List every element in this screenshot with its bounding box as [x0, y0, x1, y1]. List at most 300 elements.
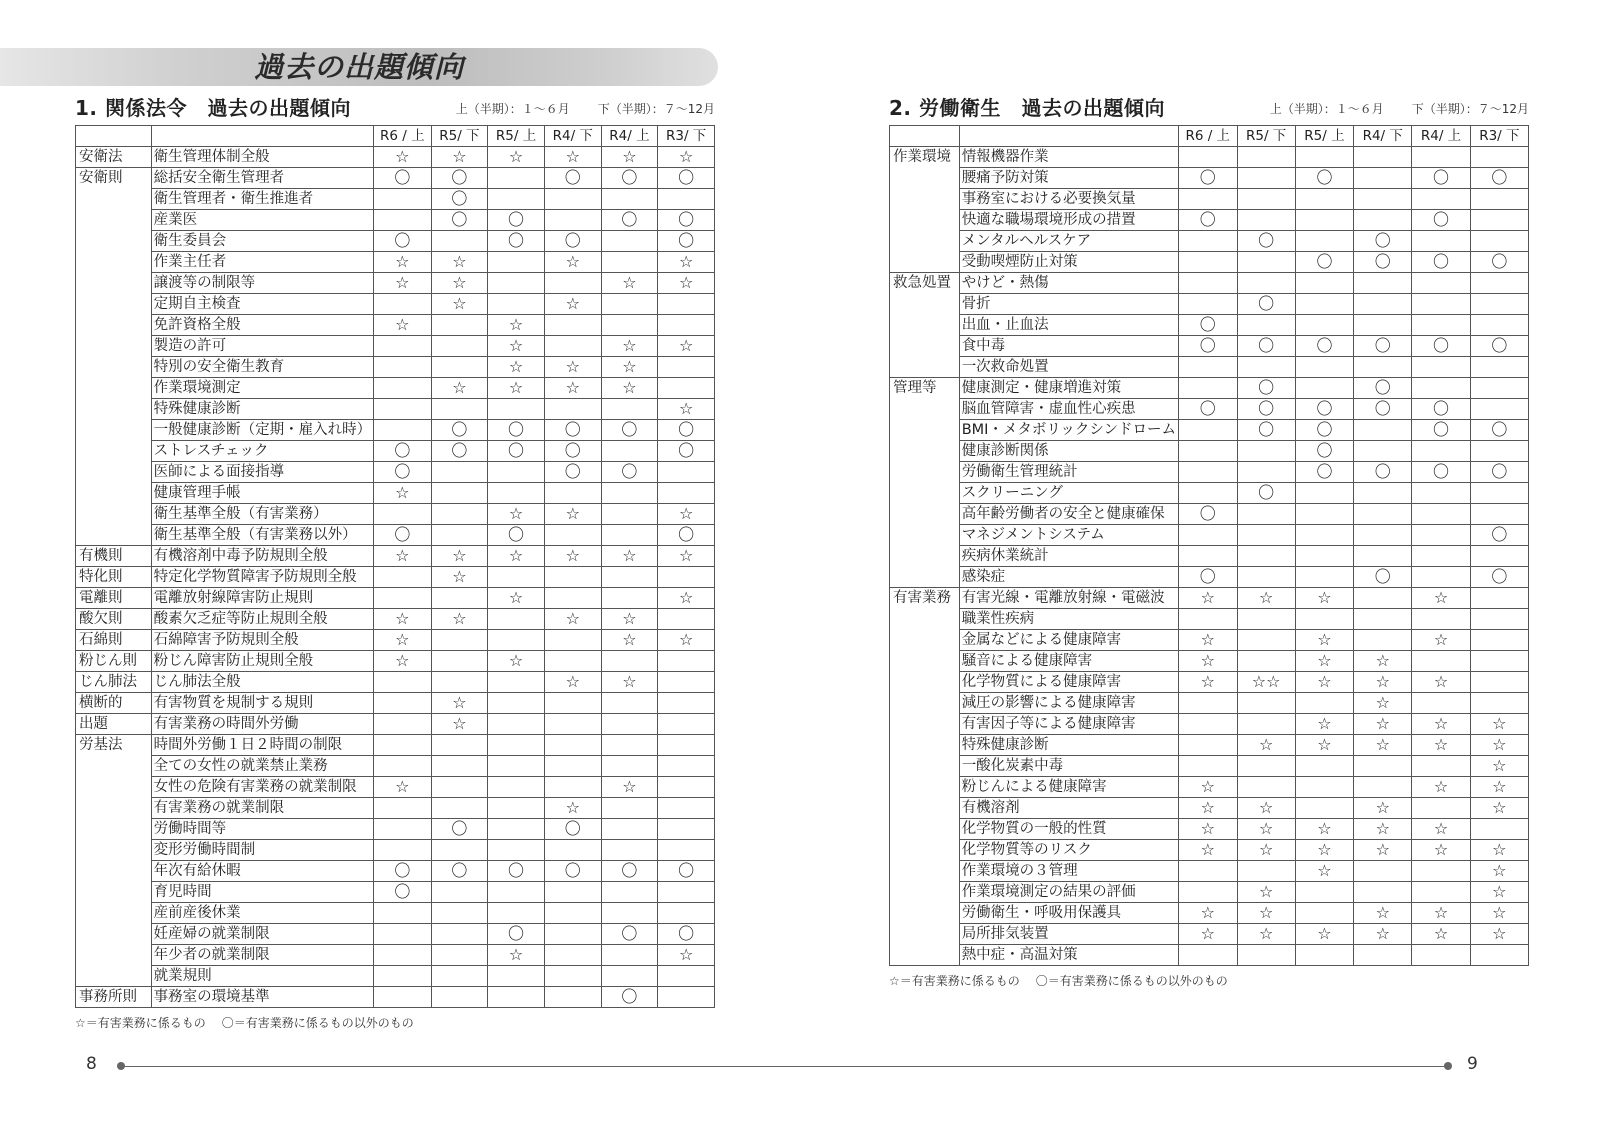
empty-cell — [488, 714, 545, 735]
category-cell — [76, 756, 152, 777]
category-cell — [76, 252, 152, 273]
table-row — [890, 924, 1529, 945]
star-mark: ☆ — [1354, 903, 1412, 924]
topic-cell: 一般健康診断（定期・雇入れ時） — [151, 420, 374, 441]
empty-cell — [1354, 315, 1412, 336]
empty-cell — [1178, 420, 1237, 441]
empty-cell — [1470, 693, 1528, 714]
category-cell — [890, 483, 960, 504]
empty-cell — [431, 840, 488, 861]
empty-cell — [431, 903, 488, 924]
empty-cell — [488, 168, 545, 189]
star-mark: ☆ — [1412, 714, 1470, 735]
empty-cell — [601, 735, 658, 756]
topic-cell: 作業環境の３管理 — [959, 861, 1178, 882]
category-cell — [890, 861, 960, 882]
category-cell — [76, 861, 152, 882]
star-mark: ☆ — [1178, 630, 1237, 651]
category-cell — [890, 903, 960, 924]
circle-mark: 〇 — [374, 231, 431, 252]
circle-mark: 〇 — [1237, 231, 1295, 252]
empty-cell — [601, 483, 658, 504]
topic-cell: 石綿障害予防規則全般 — [151, 630, 374, 651]
category-cell — [890, 399, 960, 420]
section-title: 2. 労働衛生 過去の出題傾向 — [889, 96, 1165, 120]
category-cell: 横断的 — [76, 693, 152, 714]
table-row — [890, 525, 1529, 546]
category-cell — [76, 483, 152, 504]
category-cell — [890, 252, 960, 273]
topic-cell: メンタルヘルスケア — [959, 231, 1178, 252]
empty-cell — [1412, 525, 1470, 546]
table-row — [76, 252, 715, 273]
topic-cell: 受動喫煙防止対策 — [959, 252, 1178, 273]
table-row — [76, 861, 715, 882]
circle-mark: 〇 — [374, 168, 431, 189]
empty-cell — [1237, 630, 1295, 651]
circle-mark: 〇 — [601, 420, 658, 441]
empty-cell — [601, 819, 658, 840]
table-row — [76, 315, 715, 336]
category-cell — [890, 504, 960, 525]
empty-cell — [1237, 546, 1295, 567]
topic-cell: 全ての女性の就業禁止業務 — [151, 756, 374, 777]
empty-cell — [1295, 315, 1353, 336]
star-mark: ☆ — [431, 273, 488, 294]
topic-cell: 騒音による健康障害 — [959, 651, 1178, 672]
circle-mark: 〇 — [431, 168, 488, 189]
left-page — [75, 92, 715, 1031]
topic-cell: 化学物質による健康障害 — [959, 672, 1178, 693]
empty-cell — [1470, 945, 1528, 966]
star-mark: ☆ — [488, 546, 545, 567]
empty-cell — [601, 756, 658, 777]
topic-cell: 衛生委員会 — [151, 231, 374, 252]
empty-cell — [431, 966, 488, 987]
empty-cell — [488, 483, 545, 504]
period-note — [428, 100, 715, 117]
category-cell: 特化則 — [76, 567, 152, 588]
empty-cell — [374, 966, 431, 987]
empty-cell — [601, 798, 658, 819]
empty-cell — [431, 777, 488, 798]
empty-cell — [431, 987, 488, 1008]
topic-cell: 化学物質等のリスク — [959, 840, 1178, 861]
circle-mark: 〇 — [1295, 420, 1353, 441]
category-cell — [890, 609, 960, 630]
category-cell — [76, 357, 152, 378]
empty-cell — [431, 672, 488, 693]
empty-cell — [1178, 735, 1237, 756]
table-row — [76, 819, 715, 840]
star-mark: ☆ — [374, 273, 431, 294]
empty-cell — [431, 231, 488, 252]
circle-mark: 〇 — [1178, 504, 1237, 525]
star-mark: ☆ — [601, 147, 658, 168]
topic-cell: 熱中症・高温対策 — [959, 945, 1178, 966]
empty-cell — [431, 483, 488, 504]
circle-mark: 〇 — [1412, 420, 1470, 441]
topic-cell: ストレスチェック — [151, 441, 374, 462]
circle-mark: 〇 — [658, 924, 715, 945]
topic-cell: 食中毒 — [959, 336, 1178, 357]
empty-cell — [1354, 861, 1412, 882]
category-cell: 酸欠則 — [76, 609, 152, 630]
circle-mark: 〇 — [1295, 399, 1353, 420]
empty-cell — [1354, 357, 1412, 378]
empty-cell — [1412, 609, 1470, 630]
topic-cell: 粉じんによる健康障害 — [959, 777, 1178, 798]
category-cell — [76, 945, 152, 966]
empty-cell — [431, 504, 488, 525]
star-mark: ☆ — [1354, 840, 1412, 861]
empty-cell — [544, 525, 601, 546]
topic-cell: 衛生管理者・衛生推進者 — [151, 189, 374, 210]
empty-cell — [1237, 861, 1295, 882]
star-mark: ☆ — [488, 945, 545, 966]
empty-cell — [374, 819, 431, 840]
star-mark: ☆ — [431, 714, 488, 735]
empty-cell — [1295, 294, 1353, 315]
empty-cell — [1237, 315, 1295, 336]
star-mark: ☆ — [1412, 630, 1470, 651]
empty-cell — [658, 672, 715, 693]
topic-cell: BMI・メタボリックシンドローム — [959, 420, 1178, 441]
category-cell — [890, 168, 960, 189]
empty-cell — [544, 630, 601, 651]
table-row — [890, 672, 1529, 693]
page-number-left: 8 — [86, 1054, 97, 1074]
table-row — [890, 378, 1529, 399]
star-mark: ☆ — [658, 273, 715, 294]
category-cell — [890, 651, 960, 672]
topic-cell: 年少者の就業制限 — [151, 945, 374, 966]
empty-cell — [431, 336, 488, 357]
star-mark: ☆ — [658, 546, 715, 567]
circle-mark: 〇 — [601, 924, 658, 945]
empty-cell — [601, 315, 658, 336]
table-row — [76, 567, 715, 588]
column-header: R4/ 下 — [544, 126, 601, 147]
empty-cell — [1237, 168, 1295, 189]
category-cell: 有害業務 — [890, 588, 960, 609]
topic-cell: じん肺法全般 — [151, 672, 374, 693]
circle-mark: 〇 — [1237, 399, 1295, 420]
empty-cell — [1178, 714, 1237, 735]
empty-cell — [431, 798, 488, 819]
circle-mark: 〇 — [488, 525, 545, 546]
empty-cell — [1178, 945, 1237, 966]
empty-cell — [1412, 273, 1470, 294]
topic-cell: 免許資格全般 — [151, 315, 374, 336]
empty-cell — [1470, 378, 1528, 399]
empty-cell — [1237, 609, 1295, 630]
circle-mark: 〇 — [658, 420, 715, 441]
empty-cell — [1354, 273, 1412, 294]
table-row — [890, 336, 1529, 357]
empty-cell — [658, 735, 715, 756]
empty-cell — [1237, 273, 1295, 294]
star-mark: ☆ — [488, 336, 545, 357]
star-mark: ☆ — [1354, 819, 1412, 840]
circle-mark: 〇 — [374, 525, 431, 546]
circle-mark: 〇 — [1412, 336, 1470, 357]
empty-cell — [488, 882, 545, 903]
empty-cell — [1295, 378, 1353, 399]
empty-cell — [431, 882, 488, 903]
topic-cell: 疾病休業統計 — [959, 546, 1178, 567]
empty-cell — [1412, 504, 1470, 525]
circle-mark: 〇 — [658, 210, 715, 231]
empty-cell — [374, 504, 431, 525]
empty-cell — [601, 588, 658, 609]
empty-cell — [1237, 777, 1295, 798]
table-row — [890, 441, 1529, 462]
empty-cell — [544, 483, 601, 504]
empty-cell — [1178, 189, 1237, 210]
empty-cell — [1178, 882, 1237, 903]
empty-cell — [1237, 441, 1295, 462]
empty-cell — [1354, 504, 1412, 525]
category-cell — [890, 735, 960, 756]
table-row — [76, 462, 715, 483]
empty-cell — [1354, 483, 1412, 504]
category-cell — [890, 882, 960, 903]
circle-mark: 〇 — [1354, 336, 1412, 357]
star-mark: ☆ — [601, 609, 658, 630]
table-row — [890, 399, 1529, 420]
circle-mark: 〇 — [1354, 567, 1412, 588]
topic-cell: やけど・熱傷 — [959, 273, 1178, 294]
circle-mark: 〇 — [1470, 168, 1528, 189]
circle-mark: 〇 — [1237, 294, 1295, 315]
empty-cell — [1470, 819, 1528, 840]
topic-cell: 医師による面接指導 — [151, 462, 374, 483]
empty-cell — [488, 294, 545, 315]
header-blank-cell — [890, 126, 960, 147]
topic-cell: 有害光線・電離放射線・電磁波 — [959, 588, 1178, 609]
circle-mark: 〇 — [1237, 378, 1295, 399]
circle-mark: 〇 — [1178, 399, 1237, 420]
empty-cell — [1237, 714, 1295, 735]
table-row — [76, 756, 715, 777]
star-mark: ☆ — [1295, 588, 1353, 609]
empty-cell — [488, 273, 545, 294]
empty-cell — [601, 525, 658, 546]
empty-cell — [658, 609, 715, 630]
empty-cell — [1237, 525, 1295, 546]
empty-cell — [374, 420, 431, 441]
star-mark: ☆ — [488, 378, 545, 399]
star-mark: ☆ — [431, 252, 488, 273]
category-cell — [890, 945, 960, 966]
topic-cell: 総括安全衛生管理者 — [151, 168, 374, 189]
empty-cell — [431, 399, 488, 420]
empty-cell — [658, 378, 715, 399]
table-row — [76, 693, 715, 714]
topic-cell: 女性の危険有害業務の就業制限 — [151, 777, 374, 798]
table-row — [76, 231, 715, 252]
table-row — [890, 273, 1529, 294]
category-cell: 出題 — [76, 714, 152, 735]
table-row — [890, 609, 1529, 630]
empty-cell — [1178, 252, 1237, 273]
star-mark: ☆ — [658, 630, 715, 651]
empty-cell — [1470, 147, 1528, 168]
category-cell — [76, 189, 152, 210]
empty-cell — [488, 252, 545, 273]
star-mark: ☆ — [544, 147, 601, 168]
circle-mark: 〇 — [1412, 210, 1470, 231]
empty-cell — [488, 903, 545, 924]
period-note — [1242, 100, 1529, 117]
column-header: R5/ 下 — [1237, 126, 1295, 147]
empty-cell — [1354, 294, 1412, 315]
topic-cell: 電離放射線障害防止規則 — [151, 588, 374, 609]
topic-cell: 減圧の影響による健康障害 — [959, 693, 1178, 714]
empty-cell — [1412, 546, 1470, 567]
category-cell — [76, 378, 152, 399]
table-row — [76, 651, 715, 672]
table-row — [890, 546, 1529, 567]
topic-cell: 妊産婦の就業制限 — [151, 924, 374, 945]
star-mark: ☆ — [1295, 819, 1353, 840]
table-row — [890, 714, 1529, 735]
table-row — [890, 147, 1529, 168]
empty-cell — [1237, 756, 1295, 777]
empty-cell — [1470, 273, 1528, 294]
table-row — [890, 357, 1529, 378]
table-row — [76, 483, 715, 504]
empty-cell — [1412, 693, 1470, 714]
star-mark: ☆ — [658, 252, 715, 273]
circle-mark: 〇 — [1295, 336, 1353, 357]
table-row — [890, 819, 1529, 840]
empty-cell — [488, 189, 545, 210]
empty-cell — [488, 399, 545, 420]
exam-trend-table — [75, 125, 715, 1008]
category-cell: 有機則 — [76, 546, 152, 567]
topic-cell: 就業規則 — [151, 966, 374, 987]
table-row — [890, 693, 1529, 714]
star-mark: ☆ — [1470, 840, 1528, 861]
header-row — [76, 126, 715, 147]
category-cell — [890, 777, 960, 798]
star-mark: ☆ — [1295, 651, 1353, 672]
category-cell: 安衛則 — [76, 168, 152, 189]
topic-cell: 健康測定・健康増進対策 — [959, 378, 1178, 399]
circle-mark: 〇 — [488, 210, 545, 231]
empty-cell — [431, 357, 488, 378]
topic-cell: 特殊健康診断 — [959, 735, 1178, 756]
empty-cell — [1470, 483, 1528, 504]
empty-cell — [1412, 861, 1470, 882]
star-mark: ☆ — [601, 672, 658, 693]
star-mark: ☆ — [601, 357, 658, 378]
table-row — [890, 882, 1529, 903]
empty-cell — [601, 441, 658, 462]
topic-cell: 化学物質の一般的性質 — [959, 819, 1178, 840]
star-mark: ☆ — [488, 315, 545, 336]
empty-cell — [1237, 189, 1295, 210]
star-mark: ☆ — [544, 504, 601, 525]
star-mark: ☆ — [374, 315, 431, 336]
topic-cell: 変形労働時間制 — [151, 840, 374, 861]
topic-cell: 特別の安全衛生教育 — [151, 357, 374, 378]
star-mark: ☆ — [1470, 777, 1528, 798]
table-row — [890, 231, 1529, 252]
star-mark: ☆ — [658, 588, 715, 609]
empty-cell — [1470, 609, 1528, 630]
star-mark: ☆ — [488, 147, 545, 168]
empty-cell — [488, 693, 545, 714]
column-header: R5/ 下 — [431, 126, 488, 147]
legend — [75, 1014, 715, 1031]
star-mark: ☆ — [1412, 840, 1470, 861]
topic-cell: 作業環境測定 — [151, 378, 374, 399]
empty-cell — [1295, 693, 1353, 714]
table-row — [890, 630, 1529, 651]
footer-dot-left — [117, 1062, 125, 1070]
circle-mark: 〇 — [1470, 462, 1528, 483]
table-row — [76, 588, 715, 609]
star-mark: ☆ — [488, 504, 545, 525]
empty-cell — [1178, 357, 1237, 378]
empty-cell — [601, 252, 658, 273]
empty-cell — [431, 462, 488, 483]
empty-cell — [1178, 294, 1237, 315]
empty-cell — [1295, 210, 1353, 231]
empty-cell — [601, 294, 658, 315]
column-header: R6 / 上 — [1178, 126, 1237, 147]
star-mark: ☆ — [488, 651, 545, 672]
empty-cell — [488, 819, 545, 840]
empty-cell — [374, 924, 431, 945]
star-mark: ☆ — [544, 672, 601, 693]
circle-mark: 〇 — [1237, 336, 1295, 357]
star-mark: ☆ — [1470, 903, 1528, 924]
empty-cell — [374, 336, 431, 357]
column-header: R6 / 上 — [374, 126, 431, 147]
empty-cell — [601, 693, 658, 714]
column-header: R3/ 下 — [658, 126, 715, 147]
empty-cell — [601, 882, 658, 903]
circle-mark: 〇 — [1295, 462, 1353, 483]
circle-mark: 〇 — [1470, 567, 1528, 588]
star-mark: ☆ — [601, 546, 658, 567]
empty-cell — [544, 315, 601, 336]
circle-mark: 〇 — [1412, 399, 1470, 420]
star-mark: ☆ — [1178, 651, 1237, 672]
star-mark: ☆ — [431, 294, 488, 315]
empty-cell — [544, 924, 601, 945]
topic-cell: 一次救命処置 — [959, 357, 1178, 378]
legend — [889, 972, 1529, 989]
empty-cell — [658, 966, 715, 987]
star-mark: ☆ — [374, 630, 431, 651]
header-blank-cell — [959, 126, 1178, 147]
category-cell — [890, 231, 960, 252]
empty-cell — [1470, 672, 1528, 693]
category-cell — [76, 903, 152, 924]
category-cell: 安衛法 — [76, 147, 152, 168]
circle-mark: 〇 — [1354, 399, 1412, 420]
category-cell — [890, 462, 960, 483]
star-mark: ☆ — [601, 378, 658, 399]
empty-cell — [1470, 189, 1528, 210]
empty-cell — [431, 735, 488, 756]
topic-cell: 労働衛生・呼吸用保護具 — [959, 903, 1178, 924]
